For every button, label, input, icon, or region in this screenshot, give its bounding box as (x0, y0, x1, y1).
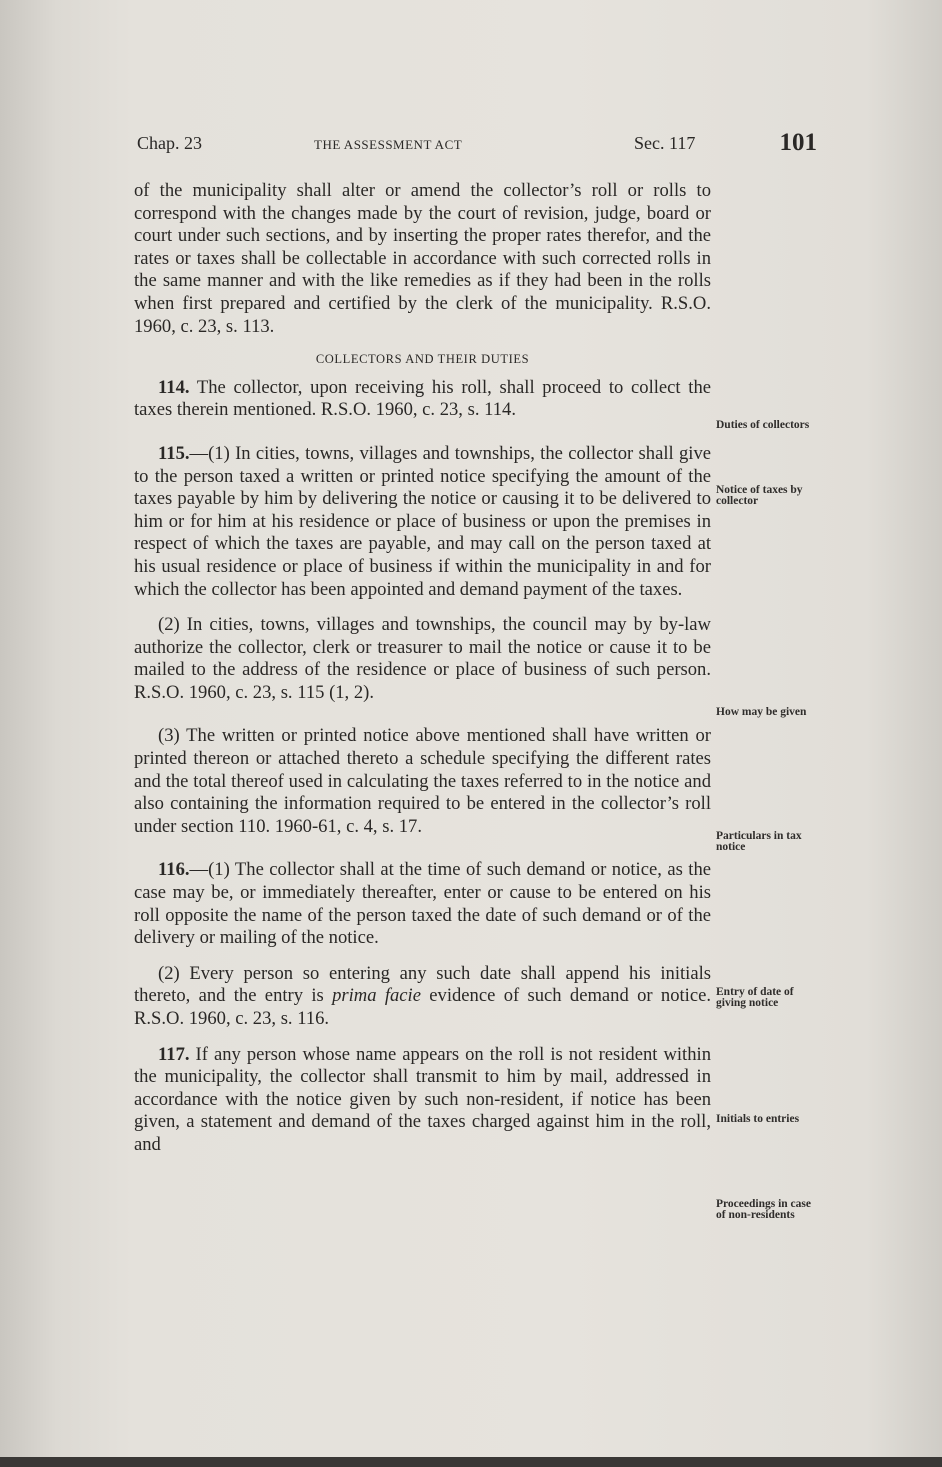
section-text: If any person whose name appears on the roll is not resident within the municipality, the collector shall transmit to him by mail, addressed in accordance with the notice given by such non-resident, if notice has been given, a statement and demand of the taxes charged against him in the roll, and (134, 1043, 711, 1155)
section-114 (134, 377, 711, 422)
section-number: 116. (158, 859, 190, 881)
section-heading: COLLECTORS AND THEIR DUTIES (315, 352, 530, 367)
section-number: 117. (158, 1043, 190, 1065)
section-number: 115. (158, 442, 190, 464)
margin-note-proceedings: Proceedings in case of non-residents (716, 1198, 811, 1221)
margin-note-particulars: Particulars in tax notice (716, 830, 802, 853)
act-title: THE ASSESSMENT ACT (314, 137, 463, 152)
paragraph-continued: of the municipality shall alter or amend the collector’s roll or rolls to correspond with the changes made by the court of revision, judge, board or court under such sections, and by inserting the proper rates therefor, and the rates or taxes shall be collectable in accordance with such corrected rolls in the same manner and with the like remedies as if they had been in the rolls when first prepared and certified by the clerk of the municipality. R.S.O. 1960, c. 23, s. 113. (134, 180, 711, 337)
chapter-label: Chap. 23 (137, 133, 202, 153)
section-115-1 (134, 443, 711, 601)
section-116-1 (134, 859, 711, 949)
section-115-2: (2) In cities, towns, villages and townships, the council may by by-law authorize the collector, clerk or treasurer to mail the notice or cause it to be mailed to the address of the residence or place of business of such person. R.S.O. 1960, c. 23, s. 115 (1, 2). (134, 614, 711, 703)
margin-note-notice: Notice of taxes by collector (716, 484, 803, 507)
margin-note-initials: Initials to entries (716, 1113, 800, 1125)
running-header (137, 129, 817, 163)
scan-edge (0, 1457, 942, 1467)
section-label: Sec. 117 (634, 133, 696, 153)
section-text: —(1) The collector shall at the time of such demand or notice, as the case may be, or immediately thereafter, enter or cause to be entered on his roll opposite the name of the person taxed the date of such demand or of the delivery or mailing of the notice. (134, 859, 711, 949)
margin-note-how-given: How may be given (716, 706, 807, 718)
italic-phrase: prima facie (332, 985, 421, 1007)
section-117 (134, 1044, 711, 1157)
section-115-3: (3) The written or printed notice above mentioned shall have written or printed thereon or attached thereto a schedule specifying the different rates and the total thereof used in calculating the taxes referred to in the notice and also containing the information required to be entered in the collector’s roll under section 110. 1960-61, c. 4, s. 17. (134, 725, 711, 837)
section-text: —(1) In cities, towns, villages and townships, the collector shall give to the person taxed a written or printed notice specifying the amount of the taxes payable by him by delivering the notice or causing it to be delivered to him or for him at his residence or place of business or upon the premises in respect of which the taxes are payable, and may call on the person taxed at his usual residence or place of business if within the municipality in and for which the collector has been appointed and demand payment of the taxes. (134, 442, 711, 600)
margin-note-duties: Duties of collectors (716, 419, 810, 431)
body-text (134, 180, 711, 1157)
section-116-2 (134, 963, 711, 1031)
section-number: 114. (158, 376, 190, 398)
section-text: (2) Every person so entering any such date shall append his initials thereto, and the entry is (134, 962, 711, 1007)
page-number: 101 (779, 129, 817, 156)
section-text: The collector, upon receiving his roll, shall proceed to collect the taxes therein mentioned. R.S.O. 1960, c. 23, s. 114. (134, 376, 711, 421)
section-text: evidence of such demand or notice. R.S.O. 1960, c. 23, s. 116. (134, 985, 711, 1029)
margin-note-entry: Entry of date of giving notice (716, 986, 794, 1009)
